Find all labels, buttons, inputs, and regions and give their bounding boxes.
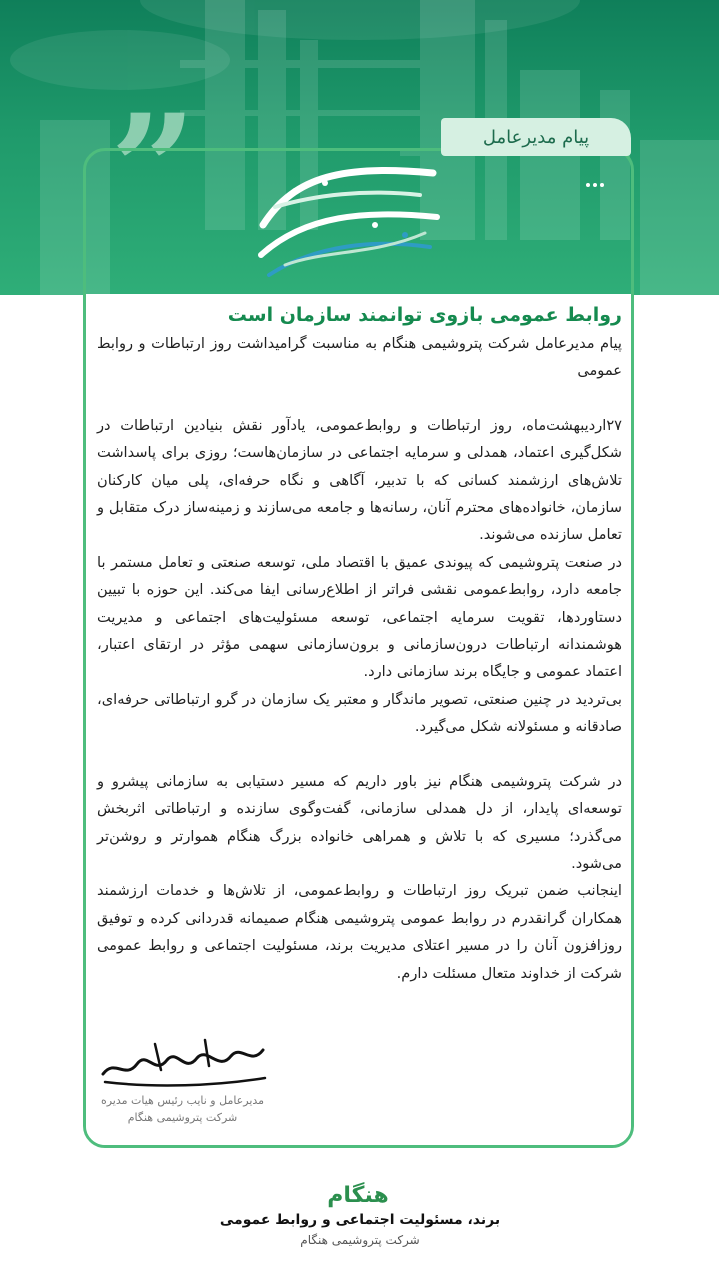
signature-company: شرکت پتروشیمی هنگام xyxy=(127,1111,238,1124)
quote-mark-icon: ” xyxy=(110,82,197,258)
signature-title: مدیرعامل و نایب رئیس هیات مدیره xyxy=(100,1094,265,1107)
article-paragraph: در شرکت پتروشیمی هنگام نیز باور داریم که مسیر دستیابی به سازمانی پیشرو و توسعه‌ای پایدار، از دل همدلی سازمانی، گفت‌وگوی سازنده و ارتباطاتی اثربخش می‌گذرد؛ مسیری که با تلاش و همراهی خانواده بزرگ هنگام هموارتر و روشن‌تر می‌شود. xyxy=(97,772,622,872)
article-paragraph: ۲۷اردیبهشت‌ماه، روز ارتباطات و روابط‌عمومی، یادآور نقش بنیادین ارتباطات در شکل‌گیری اعتماد، همدلی و سرمایه اجتماعی در سازمان‌هاست؛ روزی برای پاسداشت تلاش‌های ارزشمند کسانی که با تدبیر، آگاهی و نگاه حرفه‌ای، پلی میان کارکنان سازمان، خانواده‌های محترم آنان، رسانه‌ها و جامعه می‌سازند و زمینه‌ساز درک متقابل و تعامل سازنده می‌شوند. xyxy=(97,416,622,544)
signature-caption xyxy=(95,1092,270,1126)
footer-title: برند، مسئولیت اجتماعی و روابط عمومی xyxy=(219,1212,501,1228)
article-body xyxy=(97,300,622,987)
tag-label: پیام مدیرعامل xyxy=(482,126,590,148)
article-paragraph: اینجانب ضمن تبریک روز ارتباطات و روابط‌عمومی، از تلاش‌ها و خدمات ارزشمند همکاران گرانقدرم در روابط عمومی پتروشیمی هنگام صمیمانه قدردانی کرده و توفیق روزافزون آنان را در مسیر اعتلای مدیریت برند، مسئولیت اجتماعی و روابط عمومی شرکت از خداوند متعال مسئلت دارم. xyxy=(97,882,622,982)
footer-subtitle: شرکت پتروشیمی هنگام xyxy=(300,1233,420,1247)
dots-icon xyxy=(586,172,610,180)
ceo-message-tag xyxy=(441,118,631,156)
signature-graphic xyxy=(95,1030,270,1095)
article-paragraph: در صنعت پتروشیمی که پیوندی عمیق با اقتصاد ملی، توسعه صنعتی و تعامل مستمر با جامعه دارد، روابط‌عمومی نقشی فراتر از اطلاع‌رسانی ایفا می‌کند. این حوزه با تبیین دستاوردها، تقویت سرمایه اجتماعی، توسعه مسئولیت‌های اجتماعی و مدیریت هوشمندانه ارتباطات درون‌سازمانی و برون‌سازمانی سهمی مؤثر در ارتقای اعتبار، اعتماد عمومی و جایگاه برند سازمانی دارد. xyxy=(97,553,622,681)
article-paragraph: بی‌تردید در چنین صنعتی، تصویر ماندگار و معتبر یک سازمان در گرو ارتباطاتی حرفه‌ای، صادقانه و مسئولانه شکل می‌گیرد. xyxy=(97,690,622,736)
article-intro: پیام مدیرعامل شرکت پتروشیمی هنگام به مناسبت گرامیداشت روز ارتباطات و روابط عمومی xyxy=(97,335,622,380)
hengam-logo xyxy=(310,1180,406,1208)
logo-text: هنگام xyxy=(327,1183,389,1208)
article-headline: روابط عمومی بازوی توانمند سازمان است xyxy=(227,304,622,326)
calligraphy-title-graphic xyxy=(255,155,445,280)
